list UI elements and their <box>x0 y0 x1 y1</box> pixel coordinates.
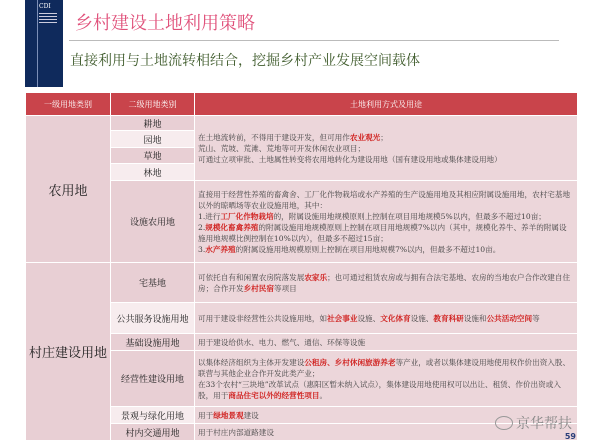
wechat-icon <box>495 416 513 430</box>
usage-text: 用于 <box>198 410 214 420</box>
usage-cell <box>195 181 578 263</box>
usage-text: 用于村庄内部道路建设 <box>198 427 274 437</box>
land-use-table <box>25 92 578 441</box>
level2-cell: 耕地 <box>111 116 195 131</box>
highlight-text: 绿地景观 <box>213 410 244 420</box>
table-header-row <box>26 93 578 116</box>
highlight-text: 水产养殖 <box>205 244 236 254</box>
usage-cell <box>195 334 578 351</box>
usage-text: 直接用于经营性养殖的畜禽舍、工厂化作物栽培或水产养殖的生产设施用地及其相应附属设施用地，农村宅基地以外的晾晒场等农业设施用地，其中： 1.进行 <box>198 189 571 221</box>
level2-cell: 村内交通用地 <box>111 424 195 441</box>
logo: CDI <box>25 0 63 87</box>
usage-text: 设施和 <box>463 313 487 323</box>
usage-text: 。 <box>319 390 328 400</box>
highlight-text: 工厂化作物栽培 <box>220 211 274 221</box>
highlight-text: 乡村民宿 <box>243 283 274 293</box>
usage-text: 设施、 <box>357 313 381 323</box>
page-subtitle: 直接利用与土地流转相结合，挖掘乡村产业发展空间载体 <box>70 53 420 69</box>
level2-cell: 公共服务设施用地 <box>111 303 195 334</box>
usage-text: 可依托自有和闲置农房院落发展 <box>198 272 305 282</box>
usage-text: 的附属设施用地规模原则上控制在项目用地规模7%以内（其中，规模化养牛、养羊的附属设施用地规模比例控制在10%以内），但最多不超过15亩； 3. <box>198 222 567 254</box>
usage-text: 等项目 <box>273 283 297 293</box>
level2-cell: 基础设施用地 <box>111 334 195 351</box>
usage-text: 设施、 <box>410 313 434 323</box>
header-level2: 二级用地类别 <box>111 93 195 116</box>
usage-text: 建设 <box>243 410 259 420</box>
page-title: 乡村建设土地利用策略 <box>75 13 255 34</box>
usage-text: 以集体经济组织为主体开发建设 <box>198 357 305 367</box>
table-row <box>26 116 578 131</box>
level2-cell: 经营性建设用地 <box>111 351 195 407</box>
usage-cell <box>195 303 578 334</box>
level2-cell: 设施农用地 <box>111 181 195 263</box>
highlight-text: 农家乐 <box>304 272 328 282</box>
level1-cell: 村庄建设用地 <box>26 263 111 441</box>
header-level1: 一级用地类别 <box>26 93 111 116</box>
level1-cell: 农用地 <box>26 116 111 263</box>
usage-text: 用于建设给供水、电力、燃气、通信、环保等设施 <box>198 337 366 347</box>
header-usage: 土地利用方式及用途 <box>195 93 578 116</box>
usage-text: 的，附属设施用地规模原则上控制在项目用地规模5%以内，但最多不超过10亩； 2. <box>198 211 546 232</box>
level2-cell: 草地 <box>111 148 195 164</box>
usage-text: 可用于建设非经营性公共设施用地，如 <box>198 313 328 323</box>
usage-text: 在土地流转前，不得用于建设开发，但可用作 <box>198 132 350 142</box>
highlight-text: 公租房、乡村休闲旅游养老 <box>304 357 396 367</box>
highlight-text: 农业观光 <box>349 132 381 142</box>
page-number: 59 <box>564 432 576 441</box>
usage-text: 荒山、荒坡、荒滩、荒地等可开发休闲农业项目； 可通过立项审批、土地属性转变将农用地转化为建设用地（国有建设用地或集体建设用地） <box>198 143 502 164</box>
usage-text: 的附属设施用地规模原则上控制在项目用地规模7%以内，但最多不超过10亩。 <box>235 244 501 254</box>
level2-cell: 林地 <box>111 164 195 181</box>
usage-text: 等 <box>532 313 540 323</box>
divider <box>69 40 559 41</box>
usage-cell <box>195 263 578 303</box>
highlight-text: 商品住宅以外的经营性项目 <box>228 390 320 400</box>
highlight-text: 公共活动空间 <box>486 313 533 323</box>
level2-cell: 宅基地 <box>111 263 195 303</box>
watermark: 京华帮扶 <box>495 413 572 433</box>
usage-text: 等产业，或者以集体建设用地使用权作价出资入股、联营与其他企业合作开发此类产业； 在33个农村“三块地”改革试点（惠阳区暂未纳入试点），集体建设用地使用权可以出让、租赁、作价出资或入股，用于 <box>198 357 571 400</box>
usage-cell <box>195 351 578 407</box>
highlight-text: 文化体育 <box>380 313 411 323</box>
highlight-text: 社会事业 <box>327 313 358 323</box>
level2-cell: 园地 <box>111 131 195 148</box>
highlight-text: 规模化畜禽养殖 <box>205 222 259 232</box>
highlight-text: 教育科研 <box>433 313 464 323</box>
usage-cell <box>195 116 578 181</box>
usage-text: ；也可通过租赁农房或与拥有合法宅基地、农房的当地农户合作改建自住房；合作开发 <box>198 272 571 293</box>
level2-cell: 景观与绿化用地 <box>111 407 195 424</box>
usage-text: ； <box>380 132 388 142</box>
